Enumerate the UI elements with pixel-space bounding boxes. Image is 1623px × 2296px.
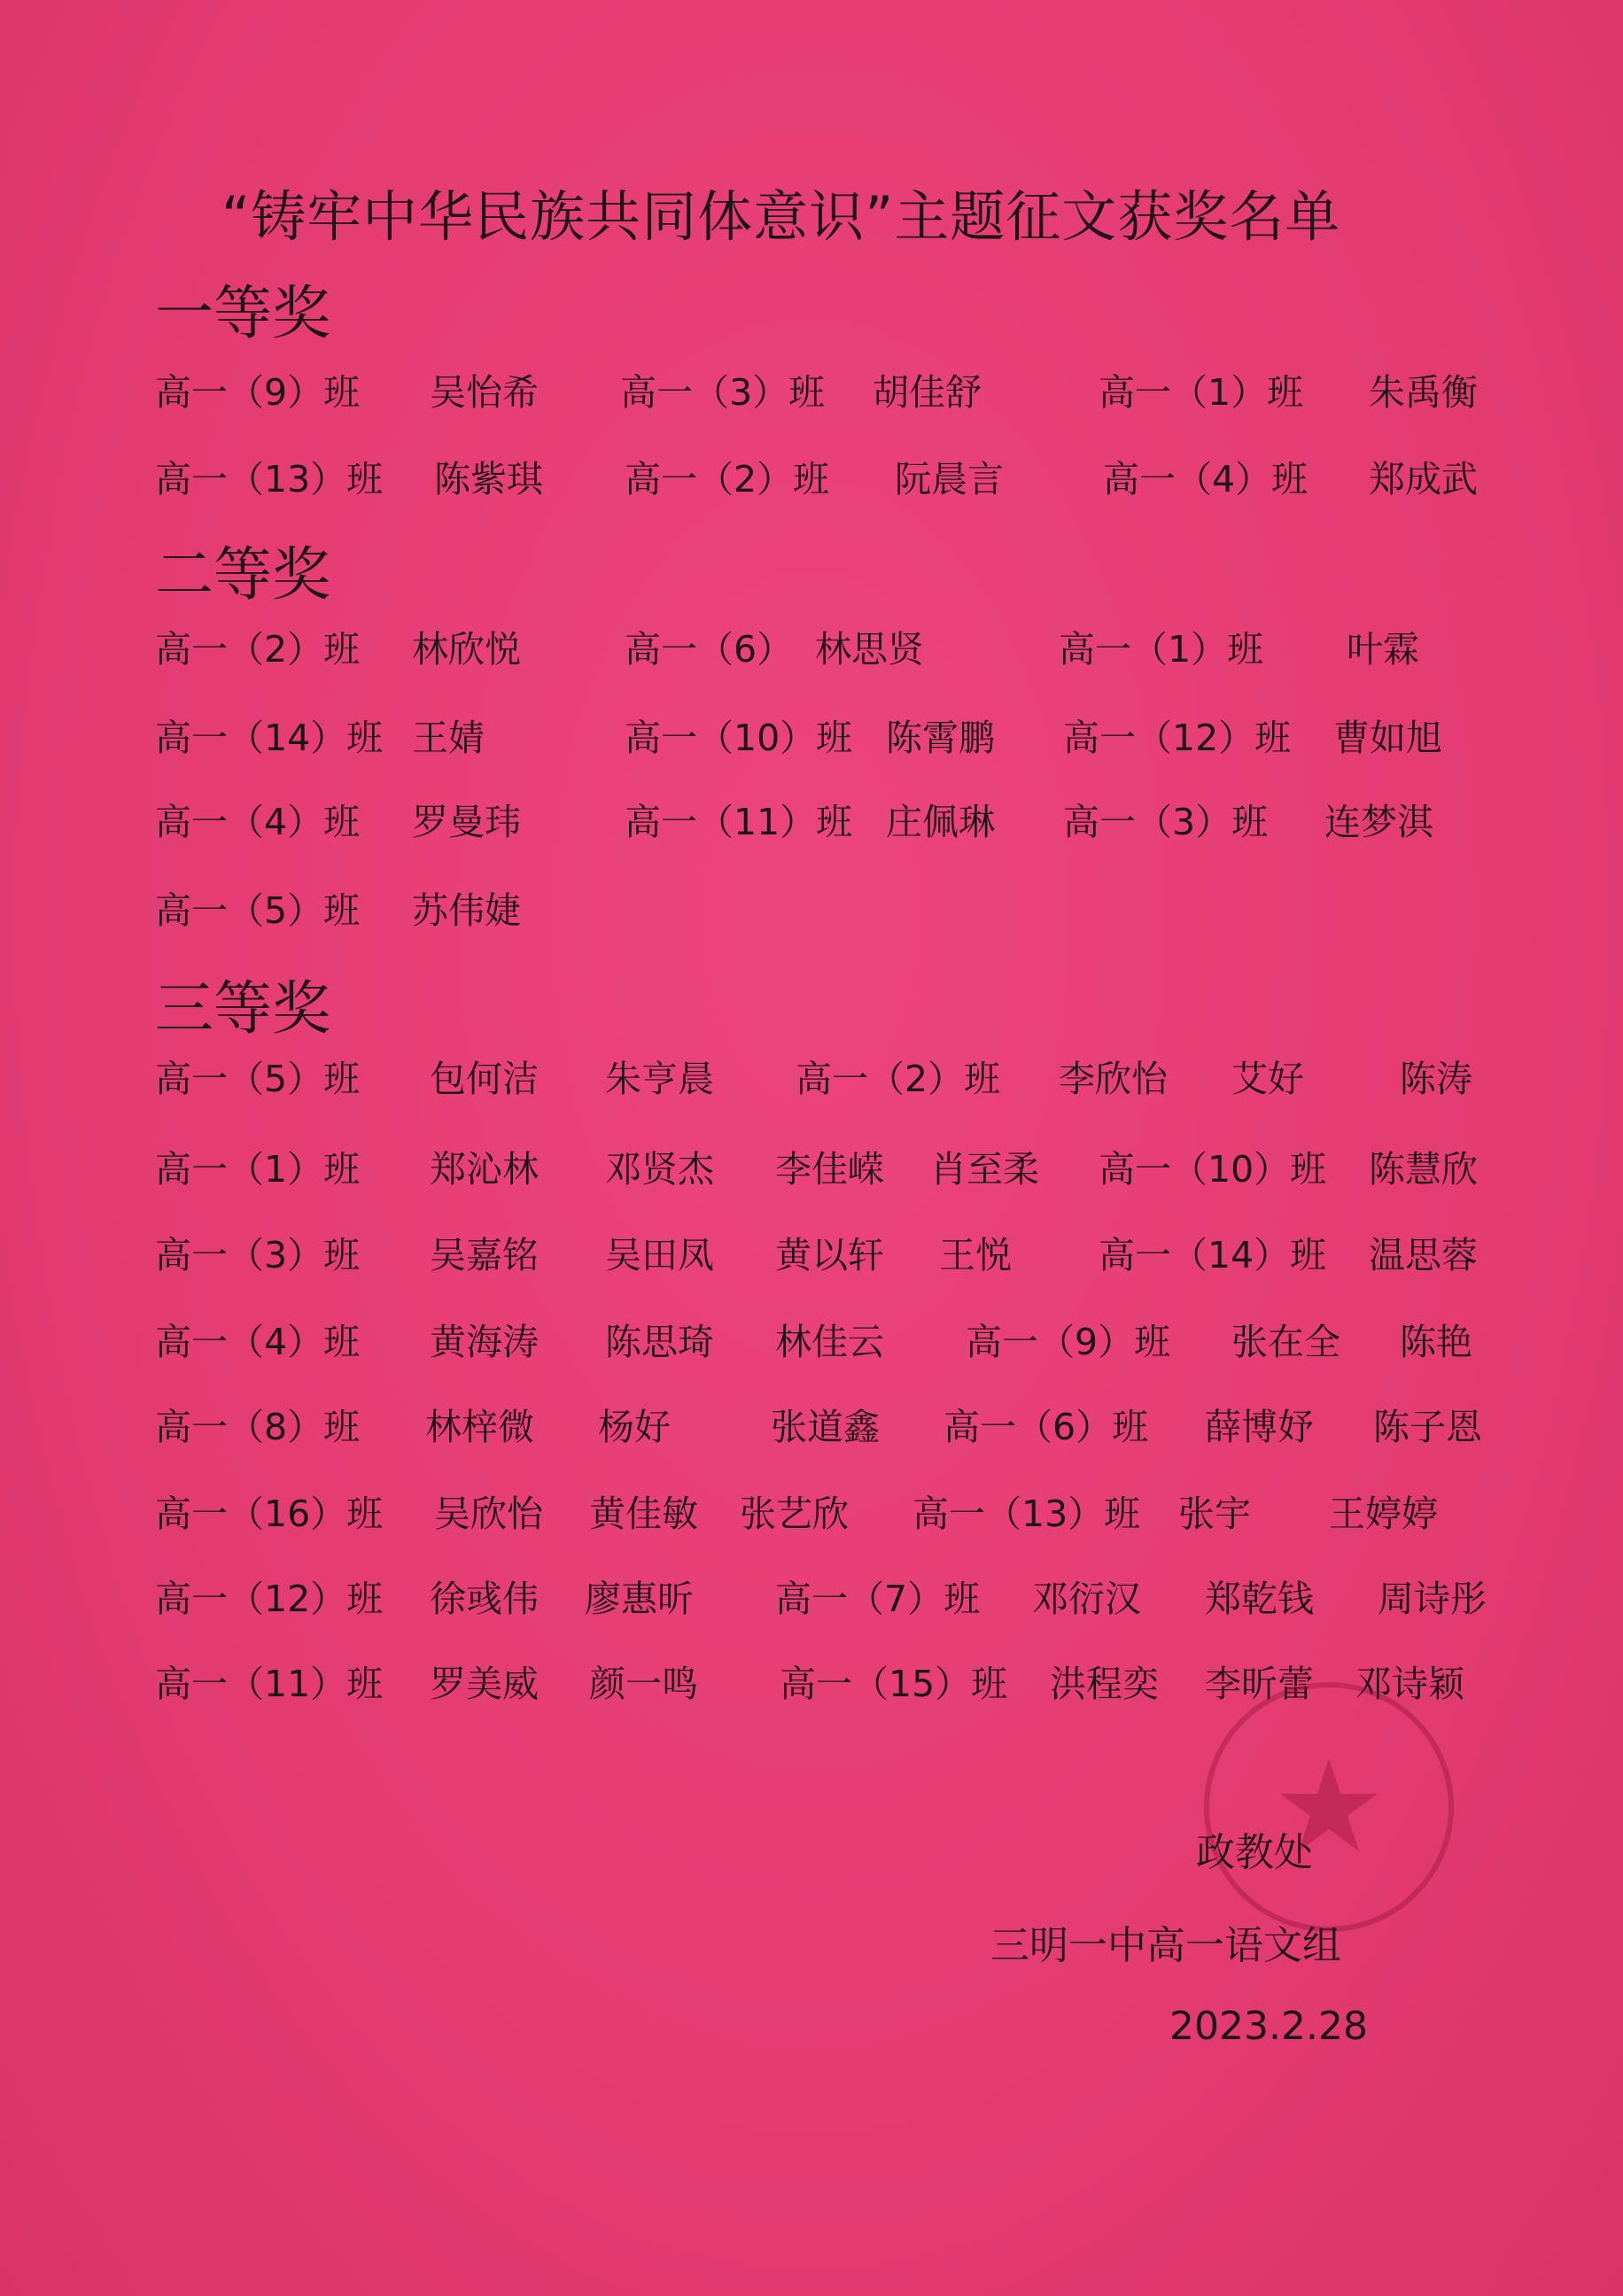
class-label: 高一（5）班 bbox=[155, 1058, 361, 1100]
student-name: 李欣怡 bbox=[1059, 1058, 1168, 1100]
student-name: 黄海涛 bbox=[430, 1321, 539, 1363]
student-name: 张艺欣 bbox=[740, 1493, 849, 1535]
class-label: 高一（5）班 bbox=[155, 889, 361, 932]
class-label: 高一（7）班 bbox=[775, 1578, 981, 1620]
student-name: 肖至柔 bbox=[930, 1148, 1039, 1191]
student-name: 曹如旭 bbox=[1333, 717, 1442, 759]
student-name: 叶霖 bbox=[1347, 628, 1419, 671]
class-label: 高一（2）班 bbox=[155, 628, 361, 671]
class-label: 高一（10）班 bbox=[1099, 1148, 1327, 1191]
class-label: 高一（4）班 bbox=[155, 801, 361, 843]
student-name: 包何洁 bbox=[430, 1058, 539, 1100]
class-label: 高一（3）班 bbox=[1063, 801, 1269, 843]
class-label: 高一（10）班 bbox=[625, 717, 853, 759]
student-name: 邓诗颖 bbox=[1355, 1663, 1464, 1705]
class-label: 高一（13）班 bbox=[155, 458, 384, 500]
student-name: 苏伟婕 bbox=[412, 889, 521, 932]
student-name: 邓衍汉 bbox=[1032, 1578, 1141, 1620]
student-name: 庄佩琳 bbox=[886, 801, 995, 843]
class-label: 高一（9）班 bbox=[966, 1321, 1171, 1363]
award-heading: 三等奖 bbox=[155, 974, 330, 1043]
class-label: 高一（12）班 bbox=[1063, 717, 1292, 759]
student-name: 王婧 bbox=[412, 717, 485, 759]
award-heading: 二等奖 bbox=[155, 540, 330, 609]
class-label: 高一（3）班 bbox=[155, 1234, 361, 1276]
student-name: 王悦 bbox=[939, 1234, 1012, 1276]
student-name: 郑沁林 bbox=[430, 1148, 539, 1191]
student-name: 阮晨言 bbox=[895, 458, 1004, 500]
student-name: 薛博妤 bbox=[1205, 1406, 1314, 1448]
student-name: 吴怡希 bbox=[430, 371, 539, 414]
student-name: 艾好 bbox=[1231, 1058, 1304, 1100]
student-name: 罗曼玮 bbox=[412, 801, 521, 843]
student-name: 吴欣怡 bbox=[434, 1493, 543, 1535]
student-name: 郑乾钱 bbox=[1205, 1578, 1314, 1620]
signature-dept: 政教处 bbox=[1196, 1830, 1313, 1875]
student-name: 林佳云 bbox=[775, 1321, 884, 1363]
class-label: 高一（11）班 bbox=[155, 1663, 384, 1705]
student-name: 徐彧伟 bbox=[430, 1578, 539, 1620]
student-name: 郑成武 bbox=[1369, 458, 1478, 500]
class-label: 高一（1）班 bbox=[1099, 371, 1304, 414]
student-name: 黄以轩 bbox=[775, 1234, 884, 1276]
student-name: 王婷婷 bbox=[1329, 1493, 1438, 1535]
student-name: 邓贤杰 bbox=[605, 1148, 714, 1191]
student-name: 林思贤 bbox=[815, 628, 924, 671]
class-label: 高一（4）班 bbox=[155, 1321, 361, 1363]
student-name: 陈涛 bbox=[1400, 1058, 1472, 1100]
student-name: 黄佳敏 bbox=[589, 1493, 698, 1535]
class-label: 高一（11）班 bbox=[625, 801, 853, 843]
class-label: 高一（9）班 bbox=[155, 371, 361, 414]
class-label: 高一（14）班 bbox=[1099, 1234, 1327, 1276]
class-label: 高一（3）班 bbox=[620, 371, 826, 414]
student-name: 张宇 bbox=[1178, 1493, 1251, 1535]
student-name: 陈紫琪 bbox=[434, 458, 543, 500]
official-seal bbox=[1196, 1674, 1462, 1940]
student-name: 陈子恩 bbox=[1373, 1406, 1482, 1448]
student-name: 温思蓉 bbox=[1369, 1234, 1478, 1276]
student-name: 林欣悦 bbox=[412, 628, 521, 671]
student-name: 李佳嵘 bbox=[775, 1148, 884, 1191]
student-name: 连梦淇 bbox=[1324, 801, 1433, 843]
class-label: 高一（14）班 bbox=[155, 717, 384, 759]
class-label: 高一（8）班 bbox=[155, 1406, 361, 1448]
student-name: 杨好 bbox=[598, 1406, 671, 1448]
class-label: 高一（1）班 bbox=[155, 1148, 361, 1191]
class-label: 高一（6） bbox=[625, 628, 794, 671]
class-label: 高一（2）班 bbox=[796, 1058, 1001, 1100]
student-name: 胡佳舒 bbox=[873, 371, 982, 414]
student-name: 陈思琦 bbox=[605, 1321, 714, 1363]
student-name: 张道鑫 bbox=[771, 1406, 880, 1448]
award-heading: 一等奖 bbox=[155, 279, 330, 347]
signature-group: 三明一中高一语文组 bbox=[990, 1923, 1341, 1968]
student-name: 洪程奕 bbox=[1050, 1663, 1159, 1705]
class-label: 高一（12）班 bbox=[155, 1578, 384, 1620]
document-title: “铸牢中华民族共同体意识”主题征文获奖名单 bbox=[221, 184, 1341, 249]
student-name: 吴嘉铭 bbox=[430, 1234, 539, 1276]
student-name: 周诗彤 bbox=[1378, 1578, 1487, 1620]
student-name: 颜一鸣 bbox=[589, 1663, 698, 1705]
student-name: 陈霄鹏 bbox=[886, 717, 995, 759]
student-name: 朱禹衡 bbox=[1369, 371, 1478, 414]
student-name: 林梓微 bbox=[425, 1406, 534, 1448]
class-label: 高一（16）班 bbox=[155, 1493, 384, 1535]
class-label: 高一（4）班 bbox=[1103, 458, 1308, 500]
class-label: 高一（13）班 bbox=[912, 1493, 1141, 1535]
student-name: 吴田凤 bbox=[605, 1234, 714, 1276]
class-label: 高一（15）班 bbox=[780, 1663, 1008, 1705]
class-label: 高一（2）班 bbox=[625, 458, 830, 500]
student-name: 李昕蕾 bbox=[1205, 1663, 1314, 1705]
student-name: 朱亨晨 bbox=[605, 1058, 714, 1100]
student-name: 陈艳 bbox=[1400, 1321, 1472, 1363]
class-label: 高一（1）班 bbox=[1059, 628, 1264, 671]
student-name: 廖惠昕 bbox=[585, 1578, 694, 1620]
student-name: 张在全 bbox=[1231, 1321, 1340, 1363]
student-name: 罗美威 bbox=[430, 1663, 539, 1705]
class-label: 高一（6）班 bbox=[944, 1406, 1149, 1448]
signature-date: 2023.2.28 bbox=[1169, 2004, 1368, 2049]
student-name: 陈慧欣 bbox=[1369, 1148, 1478, 1191]
